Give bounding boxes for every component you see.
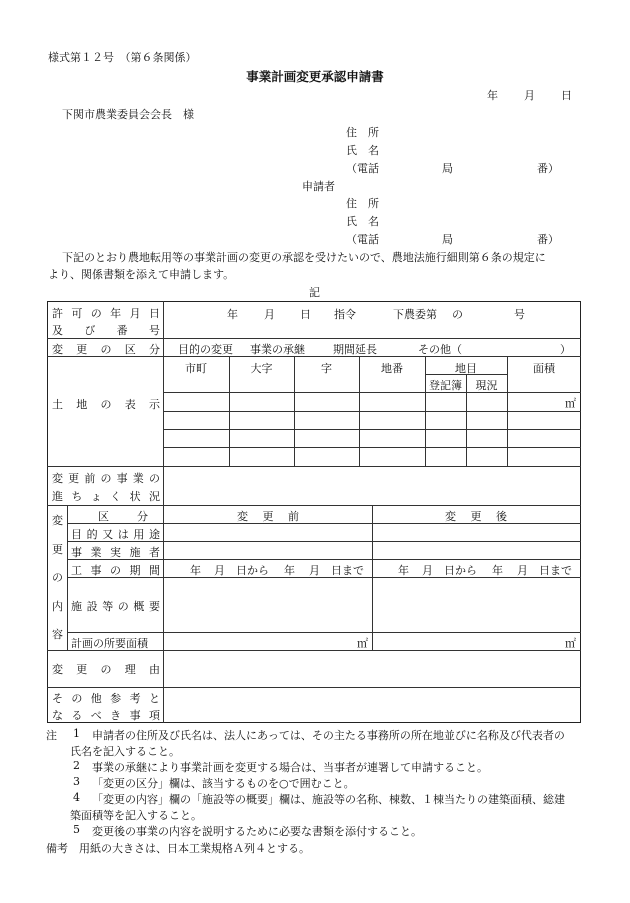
- phone-bureau-1: 局: [442, 162, 453, 175]
- land-header-city: 市町: [185, 362, 207, 375]
- land-header-oaza: 大字: [250, 362, 273, 375]
- permit-office: 下農委第: [393, 308, 437, 321]
- facility-label: 施 設 等 の 概 要: [71, 600, 160, 613]
- period-after-month-1: 月: [422, 564, 433, 577]
- permit-no: の: [452, 308, 463, 321]
- period-before-month-1: 月: [214, 564, 225, 577]
- period-before-month-2: 月: [309, 564, 320, 577]
- addressee: 下関市農業委員会会長 様: [62, 108, 194, 121]
- after-label: 変 更 後: [445, 510, 507, 523]
- name-label-2: 氏 名: [346, 215, 379, 228]
- permit-day: 日: [300, 308, 311, 321]
- date-year: 年: [487, 89, 498, 102]
- note-3-number: 3: [73, 775, 80, 788]
- option-other[interactable]: その他（: [418, 343, 462, 356]
- category-label: 変 更 の 区 分: [52, 343, 160, 356]
- land-header-lot: 地番: [381, 362, 403, 375]
- period-after-year-1: 年: [398, 564, 409, 577]
- land-header-registry: 登記簿: [429, 379, 462, 392]
- page-title: 事業計画変更承認申請書: [246, 69, 384, 84]
- phone-open-2: （電話: [346, 233, 379, 246]
- address-label-1: 住 所: [346, 126, 379, 139]
- ki-label: 記: [309, 286, 320, 299]
- date-day: 日: [561, 89, 572, 102]
- note-4-number: 4: [73, 791, 80, 804]
- phone-number-1: 番）: [537, 162, 559, 175]
- land-header-actual: 現況: [475, 379, 498, 392]
- permit-go: 号: [514, 308, 525, 321]
- option-purpose-change[interactable]: 目的の変更: [178, 343, 233, 356]
- content-label: 変 更 の 内 容: [52, 514, 63, 641]
- form-number: 様式第１２号 （第６条関係）: [48, 51, 197, 64]
- phone-number-2: 番）: [537, 233, 559, 246]
- period-before-from: 日から: [236, 564, 269, 577]
- option-extension[interactable]: 期間延長: [333, 343, 377, 356]
- option-other-close: ）: [560, 343, 571, 356]
- address-label-2: 住 所: [346, 197, 379, 210]
- intro-line-1: 下記のとおり農地転用等の事業計画の変更の承認を受けたいので、農地法施行細則第６条の規定に: [62, 251, 546, 264]
- period-after-month-2: 月: [517, 564, 528, 577]
- period-after-year-2: 年: [492, 564, 503, 577]
- note-1-line-2: 氏名を記入すること。: [70, 745, 180, 758]
- land-header-category: 地目: [455, 362, 477, 375]
- required-area-unit-after: ㎡: [565, 637, 576, 650]
- note-5: 変更後の事業の内容を説明するために必要な書類を添付すること。: [92, 825, 422, 838]
- land-header-area: 面積: [533, 362, 555, 375]
- note-2-number: 2: [73, 759, 80, 772]
- land-area-unit: ㎡: [565, 397, 576, 410]
- option-succession[interactable]: 事業の承継: [250, 343, 305, 356]
- name-label-1: 氏 名: [346, 144, 379, 157]
- phone-bureau-2: 局: [442, 233, 453, 246]
- phone-open-1: （電話: [346, 162, 379, 175]
- note-4-line-1: 「変更の内容」欄の「施設等の概要」欄は、施設等の名称、棟数、１棟当たりの建築面積、総建: [92, 793, 565, 806]
- permit-month: 月: [264, 308, 275, 321]
- other-label-1: そ の 他 参 考 と: [52, 692, 160, 705]
- permit-year: 年: [227, 308, 238, 321]
- note-1-number: 1: [73, 727, 80, 740]
- period-after-from: 日から: [444, 564, 477, 577]
- division-label: 区 分: [98, 510, 148, 523]
- progress-label-2: 進 ち ょ く 状 況: [52, 490, 160, 503]
- note-1-line-1: 申請者の住所及び氏名は、法人にあっては、その主たる事務所の所在地並びに名称及び代表者の: [92, 729, 565, 742]
- permit-number-label: 及 び 番 号: [52, 324, 160, 337]
- date-month: 月: [524, 89, 535, 102]
- operator-label: 事 業 実 施 者: [71, 546, 160, 559]
- note-2: 事業の承継により事業計画を変更する場合は、当事者が連署して申請すること。: [92, 761, 488, 774]
- applicant-label: 申請者: [302, 180, 335, 193]
- note-5-number: 5: [73, 823, 80, 836]
- period-before-year-1: 年: [190, 564, 201, 577]
- period-label: 工 事 の 期 間: [71, 564, 160, 577]
- progress-label-1: 変 更 前 の 事 業 の: [52, 472, 160, 485]
- intro-line-2: より、関係書類を添えて申請します。: [48, 268, 235, 281]
- purpose-label: 目 的 又 は 用 途: [71, 528, 160, 541]
- land-label: 土 地 の 表 示: [52, 398, 160, 411]
- permit-date-label: 許 可 の 年 月 日: [52, 307, 160, 320]
- required-area-label: 計画の所要面積: [71, 637, 148, 650]
- period-before-year-2: 年: [284, 564, 295, 577]
- period-after-to: 日まで: [539, 564, 572, 577]
- required-area-unit-before: ㎡: [357, 637, 368, 650]
- reason-label: 変 更 の 理 由: [52, 663, 160, 676]
- period-before-to: 日まで: [331, 564, 364, 577]
- remarks: 備考 用紙の大きさは、日本工業規格Ａ列４とする。: [46, 842, 310, 855]
- land-header-aza: 字: [321, 362, 332, 375]
- note-4-line-2: 築面積等を記入すること。: [70, 809, 202, 822]
- note-3: 「変更の区分」欄は、該当するものを○で囲むこと。: [92, 777, 355, 790]
- notes-prefix: 注: [46, 729, 57, 742]
- before-label: 変 更 前: [237, 510, 299, 523]
- permit-directive: 指令: [334, 308, 356, 321]
- other-label-2: な る べ き 事 項: [52, 709, 160, 722]
